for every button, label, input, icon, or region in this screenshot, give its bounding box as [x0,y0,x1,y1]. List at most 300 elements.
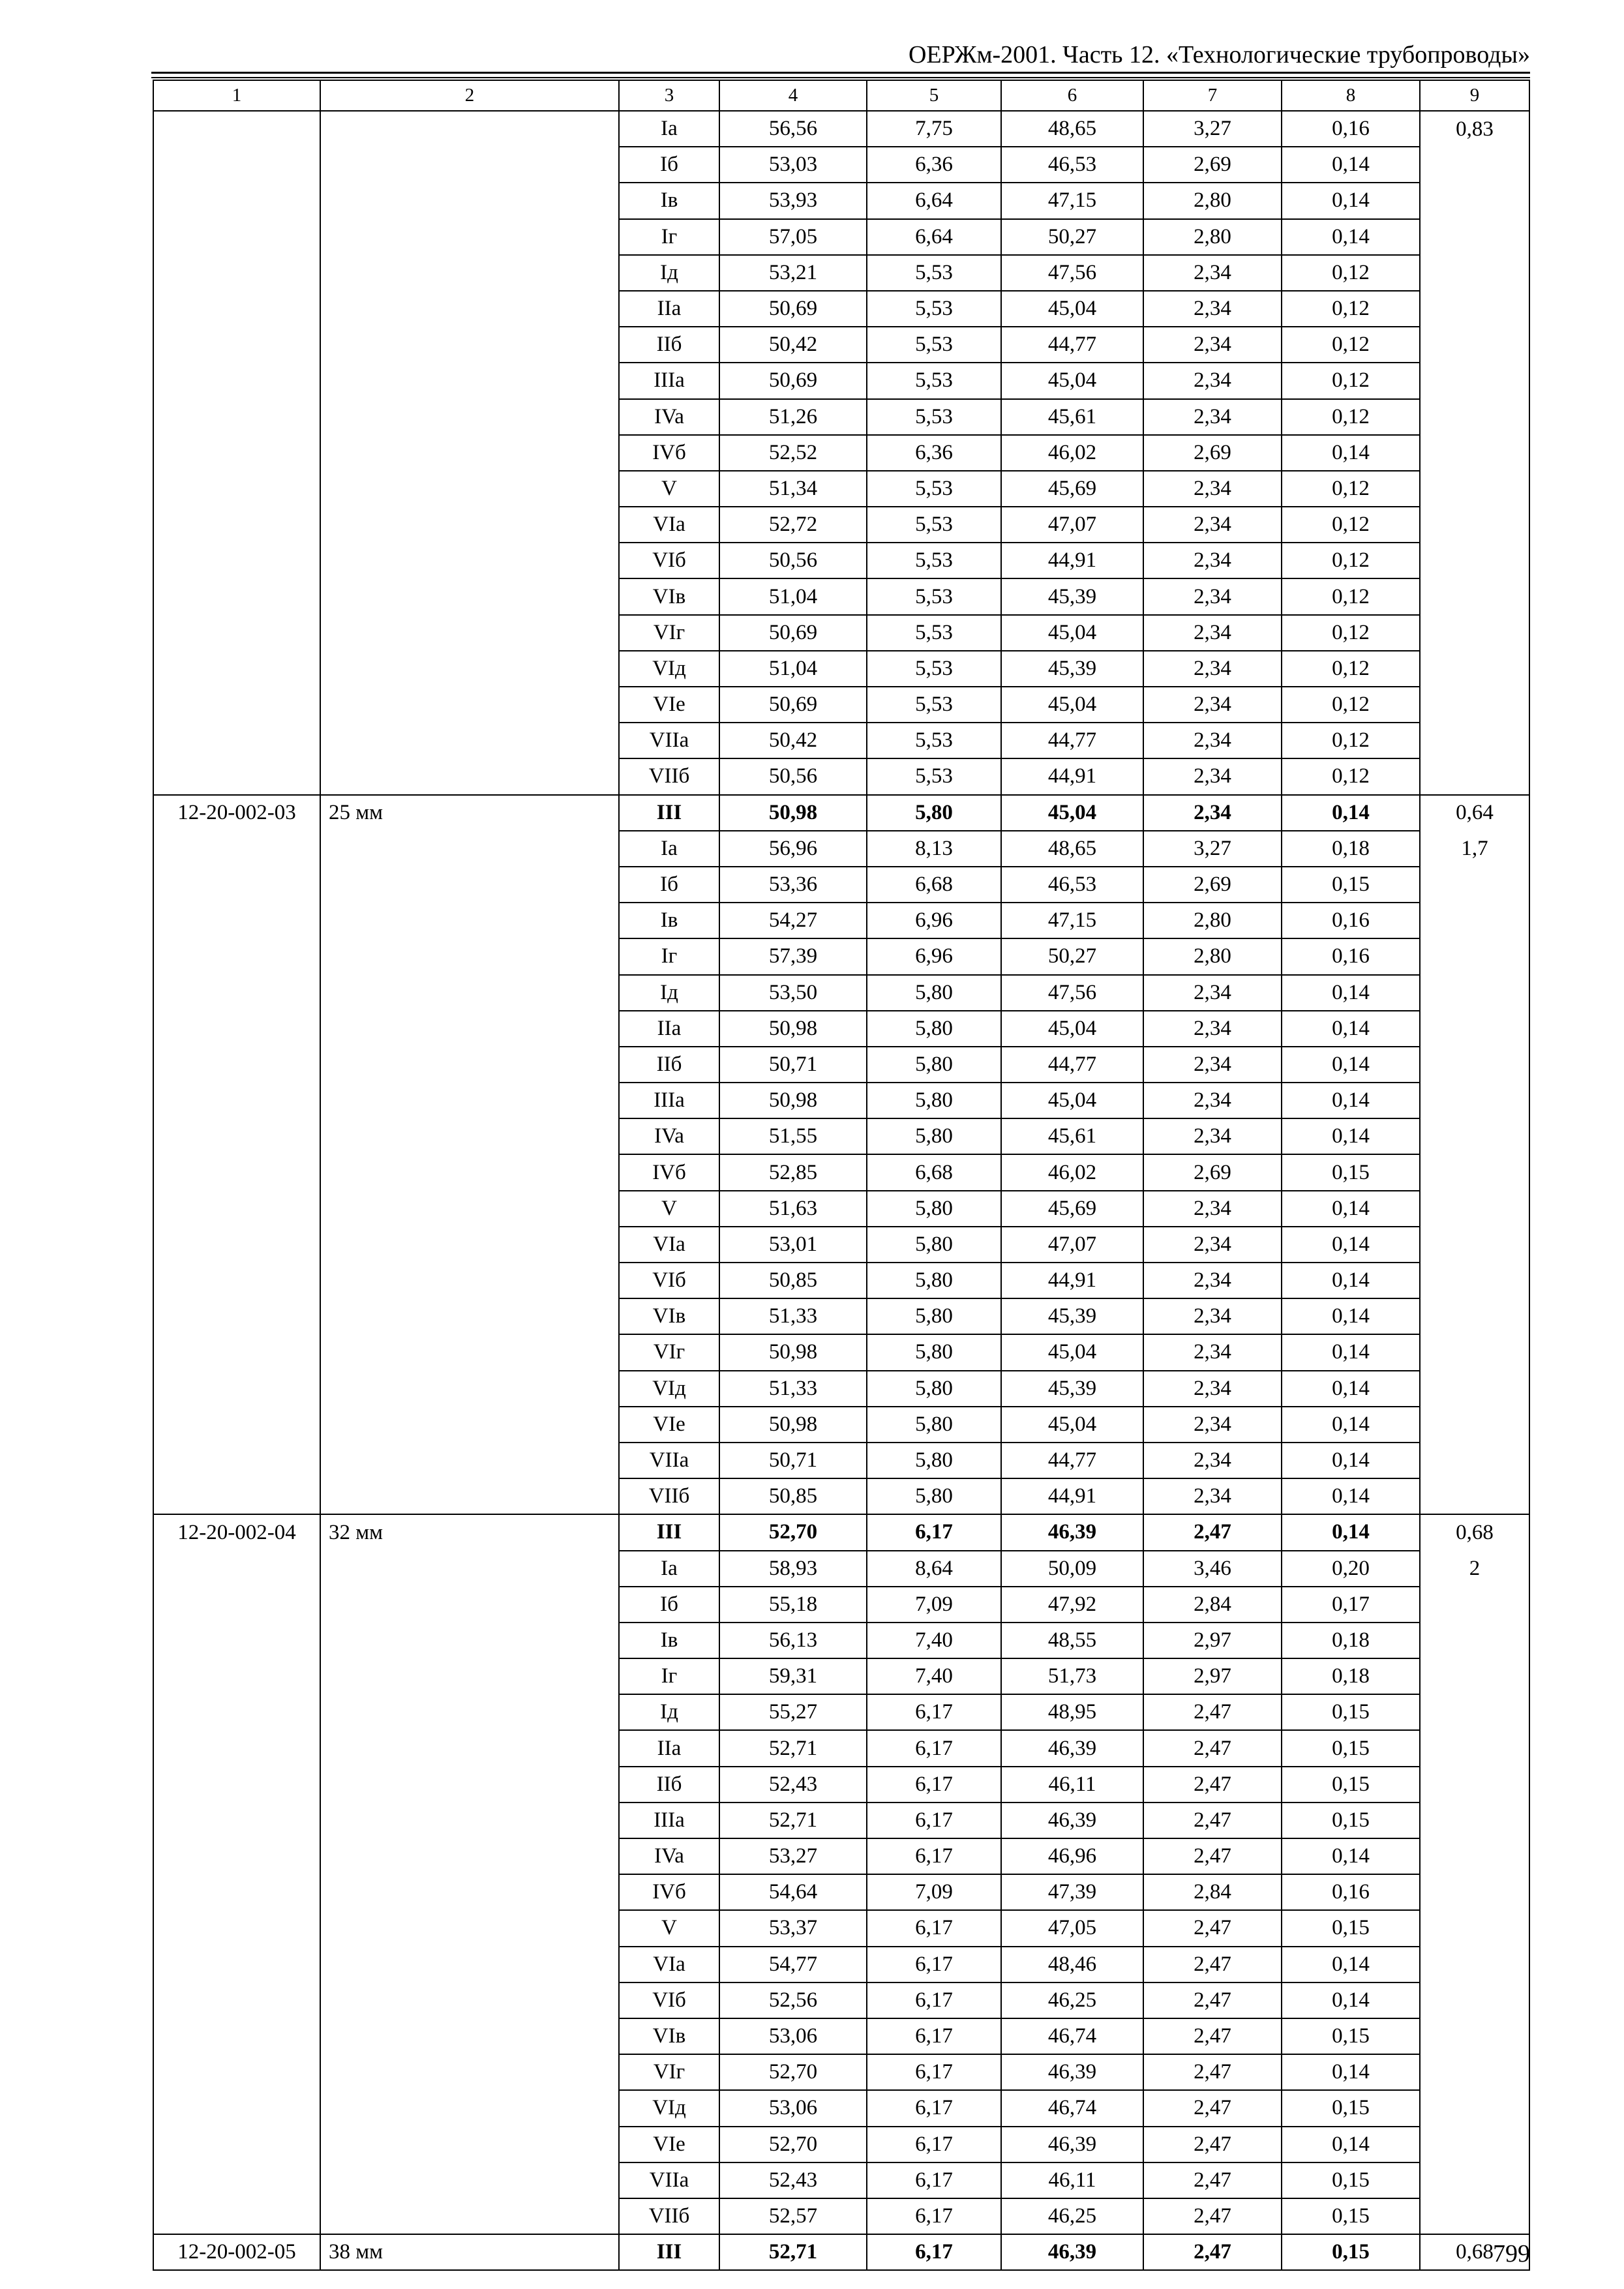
cell-col-4: 53,50 [719,975,867,1011]
cell-col-4: 52,43 [719,1767,867,1803]
cell-col-9 [1420,1407,1529,1443]
cell-specification [320,578,619,614]
cell-col-5: 5,53 [867,723,1001,758]
cell-rate-code [153,1874,320,1910]
cell-col-6: 46,02 [1001,435,1143,471]
cell-col-7: 2,34 [1143,399,1282,435]
cell-col-9 [1420,1154,1529,1190]
cell-col-8: 0,12 [1282,578,1420,614]
table-row [153,1910,1529,1946]
cell-col-4: 52,72 [719,507,867,543]
cell-zone: IVa [619,399,719,435]
cell-rate-code [153,363,320,398]
cell-rate-code [153,1263,320,1298]
cell-zone: VIe [619,1407,719,1443]
cell-rate-code [153,687,320,723]
cell-col-5: 6,17 [867,2234,1001,2270]
table-row [153,1982,1529,2018]
table-row [153,1838,1529,1874]
cell-col-4: 50,85 [719,1478,867,1514]
cell-specification [320,2198,619,2234]
cell-zone: VIв [619,2018,719,2054]
cell-rate-code [153,183,320,218]
cell-col-7: 2,47 [1143,2162,1282,2198]
cell-col-4: 54,77 [719,1947,867,1982]
cell-col-9 [1420,758,1529,794]
cell-col-8: 0,15 [1282,2198,1420,2234]
cell-col-4: 52,43 [719,2162,867,2198]
table-row [153,1227,1529,1263]
cell-col-7: 2,69 [1143,435,1282,471]
cell-zone: Iв [619,1623,719,1658]
cell-specification [320,1443,619,1478]
cell-col-8: 0,14 [1282,2054,1420,2090]
cell-col-9 [1420,938,1529,974]
cell-col-7: 2,47 [1143,1910,1282,1946]
cell-col-7: 2,34 [1143,471,1282,507]
cell-col-8: 0,16 [1282,111,1420,147]
cell-rate-code [153,2090,320,2126]
cell-specification [320,615,619,651]
cell-col-4: 51,04 [719,578,867,614]
cell-col-5: 5,80 [867,795,1001,831]
cell-col-8: 0,14 [1282,435,1420,471]
cell-col-4: 52,52 [719,435,867,471]
cell-rate-code [153,758,320,794]
cell-specification [320,1623,619,1658]
cell-rate-code [153,651,320,687]
cell-col-9 [1420,1623,1529,1658]
cell-zone: Iг [619,219,719,255]
cell-col-4: 53,03 [719,147,867,183]
table-row [153,1407,1529,1443]
cell-col-9 [1420,1587,1529,1623]
cell-zone: IIб [619,1767,719,1803]
cell-col-9: 0,68 [1420,1514,1529,1550]
cell-specification [320,1298,619,1334]
table-row [153,1947,1529,1982]
cell-col-4: 50,98 [719,795,867,831]
cell-col-6: 46,74 [1001,2090,1143,2126]
cell-col-5: 6,64 [867,219,1001,255]
table-row [153,363,1529,398]
table-row [153,1334,1529,1370]
cell-rate-code [153,938,320,974]
column-header: 3 [619,80,719,111]
cell-specification [320,1263,619,1298]
cell-zone: IIIa [619,1803,719,1838]
cell-col-8: 0,14 [1282,1118,1420,1154]
cell-col-6: 46,39 [1001,2054,1143,2090]
cell-col-6: 44,91 [1001,1263,1143,1298]
cell-col-9 [1420,903,1529,938]
cell-rate-code [153,2054,320,2090]
cell-col-9 [1420,651,1529,687]
cell-col-6: 45,69 [1001,1191,1143,1227]
table-row [153,1443,1529,1478]
cell-col-6: 50,27 [1001,938,1143,974]
cell-col-4: 53,27 [719,1838,867,1874]
cell-col-6: 45,04 [1001,291,1143,327]
cell-col-9 [1420,183,1529,218]
cell-col-4: 50,98 [719,1407,867,1443]
cell-col-6: 46,39 [1001,2234,1143,2270]
cell-zone: Iг [619,1658,719,1694]
cell-col-8: 0,15 [1282,2162,1420,2198]
cell-rate-code [153,578,320,614]
cell-col-6: 48,65 [1001,111,1143,147]
cell-col-8: 0,14 [1282,1407,1420,1443]
cell-specification [320,255,619,291]
cell-col-9: 2 [1420,1551,1529,1587]
cell-col-4: 51,63 [719,1191,867,1227]
cell-zone: Iд [619,1694,719,1730]
cell-col-9 [1420,1083,1529,1118]
cell-col-6: 46,25 [1001,1982,1143,2018]
cell-rate-code [153,1982,320,2018]
cell-specification [320,1767,619,1803]
cell-col-8: 0,12 [1282,723,1420,758]
cell-rate-code [153,1947,320,1982]
cell-col-8: 0,12 [1282,291,1420,327]
cell-col-6: 44,91 [1001,758,1143,794]
cell-col-8: 0,12 [1282,363,1420,398]
cell-col-4: 50,98 [719,1083,867,1118]
cell-col-4: 50,69 [719,291,867,327]
cell-specification [320,507,619,543]
cell-zone: Iб [619,867,719,903]
cell-col-9 [1420,543,1529,578]
cell-col-8: 0,16 [1282,1874,1420,1910]
cell-col-6: 44,91 [1001,1478,1143,1514]
cell-col-5: 5,53 [867,327,1001,363]
cell-col-4: 50,42 [719,327,867,363]
cell-col-7: 2,34 [1143,1047,1282,1083]
cell-zone: VIe [619,687,719,723]
cell-zone: VIIa [619,2162,719,2198]
cell-specification [320,363,619,398]
cell-specification [320,975,619,1011]
cell-col-6: 45,04 [1001,1407,1143,1443]
cell-col-4: 52,71 [719,2234,867,2270]
cell-col-8: 0,14 [1282,1083,1420,1118]
column-header: 7 [1143,80,1282,111]
cell-col-9 [1420,1478,1529,1514]
cell-col-6: 46,96 [1001,1838,1143,1874]
cell-col-4: 55,27 [719,1694,867,1730]
cell-col-7: 2,34 [1143,687,1282,723]
table-row [153,147,1529,183]
table-row [153,1730,1529,1766]
cell-col-7: 2,34 [1143,255,1282,291]
cell-col-7: 2,34 [1143,758,1282,794]
cell-col-8: 0,14 [1282,795,1420,831]
cell-col-6: 45,39 [1001,651,1143,687]
cell-specification [320,471,619,507]
cell-specification [320,758,619,794]
table-row [153,687,1529,723]
cell-col-5: 6,17 [867,2054,1001,2090]
cell-rate-code [153,399,320,435]
column-header: 6 [1001,80,1143,111]
cell-rate-code [153,2162,320,2198]
cell-col-9 [1420,1767,1529,1803]
cell-col-7: 2,47 [1143,1767,1282,1803]
cell-col-9 [1420,867,1529,903]
cell-rate-code [153,1047,320,1083]
cell-zone: VIa [619,507,719,543]
cell-col-6: 48,95 [1001,1694,1143,1730]
cell-col-5: 5,80 [867,975,1001,1011]
cell-col-7: 2,69 [1143,867,1282,903]
header-rule-thick [151,72,1530,74]
cell-col-4: 50,56 [719,758,867,794]
cell-col-6: 48,55 [1001,1623,1143,1658]
cell-col-5: 5,53 [867,363,1001,398]
cell-col-4: 54,27 [719,903,867,938]
cell-col-7: 2,47 [1143,1838,1282,1874]
cell-rate-code [153,903,320,938]
table-row [153,1191,1529,1227]
cell-rate-code [153,615,320,651]
cell-rate-code [153,507,320,543]
cell-col-4: 50,98 [719,1334,867,1370]
cell-col-4: 50,71 [719,1047,867,1083]
cell-zone: Iб [619,1587,719,1623]
cell-zone: VIa [619,1947,719,1982]
cell-specification [320,1874,619,1910]
cell-col-5: 6,17 [867,1982,1001,2018]
column-header: 8 [1282,80,1420,111]
cell-col-7: 2,34 [1143,1478,1282,1514]
cell-col-8: 0,15 [1282,1803,1420,1838]
cell-col-5: 5,80 [867,1334,1001,1370]
table-row [153,1011,1529,1047]
cell-rate-code [153,1623,320,1658]
cell-col-6: 44,77 [1001,1443,1143,1478]
cell-col-7: 2,34 [1143,1191,1282,1227]
cell-col-5: 5,80 [867,1047,1001,1083]
cell-col-7: 2,97 [1143,1658,1282,1694]
cell-col-8: 0,14 [1282,1191,1420,1227]
cell-specification [320,831,619,867]
cell-col-4: 50,56 [719,543,867,578]
cell-col-6: 45,04 [1001,1011,1143,1047]
table-row [153,1551,1529,1587]
cell-col-9 [1420,363,1529,398]
cell-rate-code [153,1658,320,1694]
rates-table [153,80,1530,2271]
cell-col-5: 7,75 [867,111,1001,147]
cell-zone: IIа [619,1011,719,1047]
cell-specification [320,399,619,435]
table-row [153,2090,1529,2126]
cell-col-5: 6,68 [867,1154,1001,1190]
table-row [153,2054,1529,2090]
cell-col-9 [1420,1334,1529,1370]
cell-col-8: 0,14 [1282,147,1420,183]
cell-col-4: 50,98 [719,1011,867,1047]
cell-col-8: 0,14 [1282,975,1420,1011]
table-row [153,1623,1529,1658]
column-header: 2 [320,80,619,111]
table-row [153,1047,1529,1083]
cell-specification [320,147,619,183]
cell-col-8: 0,14 [1282,219,1420,255]
cell-rate-code [153,1298,320,1334]
cell-col-7: 2,34 [1143,1443,1282,1478]
cell-zone: Iд [619,975,719,1011]
table-row [153,1767,1529,1803]
cell-col-6: 46,53 [1001,867,1143,903]
cell-specification [320,1838,619,1874]
cell-col-7: 3,46 [1143,1551,1282,1587]
table-row [153,1478,1529,1514]
cell-col-6: 45,04 [1001,795,1143,831]
cell-col-4: 50,42 [719,723,867,758]
cell-col-4: 58,93 [719,1551,867,1587]
cell-col-6: 51,73 [1001,1658,1143,1694]
cell-col-5: 5,80 [867,1011,1001,1047]
cell-specification [320,903,619,938]
cell-col-9 [1420,723,1529,758]
cell-col-5: 6,17 [867,2018,1001,2054]
cell-col-5: 6,17 [867,1730,1001,1766]
cell-col-7: 2,34 [1143,723,1282,758]
cell-rate-code [153,867,320,903]
cell-col-8: 0,15 [1282,1910,1420,1946]
cell-col-5: 5,80 [867,1371,1001,1407]
cell-zone: III [619,2234,719,2270]
cell-col-4: 53,06 [719,2018,867,2054]
cell-col-6: 46,74 [1001,2018,1143,2054]
cell-col-8: 0,14 [1282,1298,1420,1334]
cell-col-6: 44,77 [1001,327,1143,363]
table-row [153,1514,1529,1550]
cell-specification [320,1982,619,2018]
cell-col-7: 2,34 [1143,1334,1282,1370]
cell-col-5: 5,53 [867,578,1001,614]
cell-rate-code [153,2127,320,2162]
cell-col-7: 2,47 [1143,1947,1282,1982]
cell-col-5: 5,53 [867,471,1001,507]
cell-col-6: 45,69 [1001,471,1143,507]
column-header: 5 [867,80,1001,111]
cell-col-4: 57,39 [719,938,867,974]
cell-col-8: 0,12 [1282,615,1420,651]
page-number: 799 [1493,2240,1530,2267]
cell-col-9 [1420,147,1529,183]
table-row [153,471,1529,507]
cell-rate-code [153,291,320,327]
cell-col-5: 5,53 [867,651,1001,687]
cell-specification [320,2054,619,2090]
cell-col-5: 6,17 [867,1910,1001,1946]
cell-col-7: 2,80 [1143,183,1282,218]
cell-specification [320,1334,619,1370]
cell-col-9: 0,64 [1420,795,1529,831]
cell-col-9 [1420,2018,1529,2054]
cell-col-8: 0,12 [1282,255,1420,291]
cell-col-4: 53,36 [719,867,867,903]
table-row [153,2234,1529,2270]
cell-col-9 [1420,2054,1529,2090]
table-row [153,327,1529,363]
cell-col-8: 0,15 [1282,867,1420,903]
cell-col-6: 45,61 [1001,399,1143,435]
cell-col-4: 50,69 [719,687,867,723]
table-row [153,758,1529,794]
cell-col-9 [1420,1910,1529,1946]
cell-rate-code [153,1694,320,1730]
table-row [153,723,1529,758]
cell-col-8: 0,15 [1282,2018,1420,2054]
cell-col-9 [1420,507,1529,543]
cell-col-8: 0,14 [1282,1371,1420,1407]
cell-col-8: 0,18 [1282,831,1420,867]
cell-col-6: 47,07 [1001,1227,1143,1263]
cell-col-7: 2,47 [1143,2234,1282,2270]
table-row [153,1658,1529,1694]
cell-col-6: 46,11 [1001,2162,1143,2198]
cell-rate-code [153,1154,320,1190]
cell-col-9 [1420,471,1529,507]
table-row [153,1298,1529,1334]
table-row [153,219,1529,255]
cell-col-9 [1420,2127,1529,2162]
cell-specification [320,1730,619,1766]
cell-col-4: 53,93 [719,183,867,218]
cell-col-4: 51,33 [719,1371,867,1407]
cell-specification [320,1083,619,1118]
cell-specification [320,938,619,974]
cell-col-5: 5,80 [867,1083,1001,1118]
cell-specification [320,2090,619,2126]
cell-col-4: 51,04 [719,651,867,687]
table-row [153,975,1529,1011]
cell-rate-code [153,1371,320,1407]
cell-col-5: 6,17 [867,2090,1001,2126]
cell-col-6: 45,61 [1001,1118,1143,1154]
cell-col-5: 6,17 [867,1767,1001,1803]
cell-col-7: 2,34 [1143,615,1282,651]
cell-col-5: 6,96 [867,903,1001,938]
cell-zone: V [619,1191,719,1227]
cell-col-6: 47,56 [1001,975,1143,1011]
cell-col-8: 0,17 [1282,1587,1420,1623]
table-row [153,2198,1529,2234]
cell-zone: VIв [619,1298,719,1334]
cell-col-6: 47,56 [1001,255,1143,291]
cell-rate-code [153,2198,320,2234]
cell-col-8: 0,14 [1282,1443,1420,1478]
cell-zone: Iб [619,147,719,183]
cell-col-8: 0,14 [1282,1047,1420,1083]
cell-col-5: 5,80 [867,1443,1001,1478]
cell-col-4: 51,55 [719,1118,867,1154]
cell-col-4: 59,31 [719,1658,867,1694]
cell-col-9 [1420,1443,1529,1478]
table-row [153,615,1529,651]
cell-zone: VIIб [619,2198,719,2234]
cell-col-8: 0,14 [1282,1011,1420,1047]
cell-rate-code [153,1083,320,1118]
cell-col-4: 51,26 [719,399,867,435]
cell-col-7: 2,34 [1143,975,1282,1011]
cell-rate-code [153,1407,320,1443]
cell-col-5: 5,80 [867,1298,1001,1334]
cell-col-8: 0,14 [1282,1334,1420,1370]
